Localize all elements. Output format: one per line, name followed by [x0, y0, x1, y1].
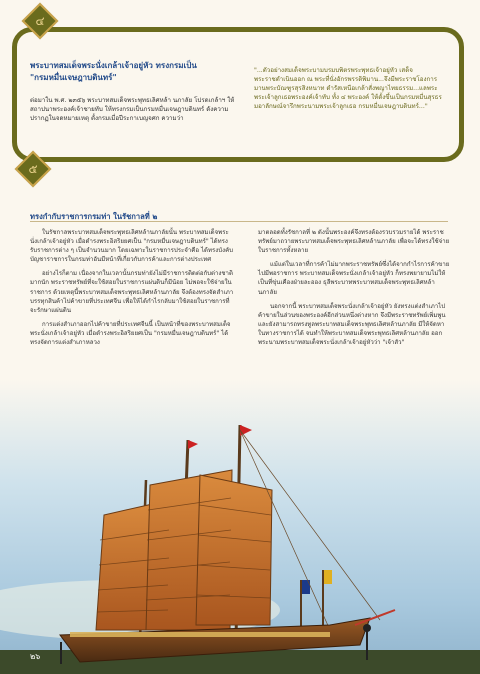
section-divider [30, 221, 448, 222]
box-title-line1: พระบาทสมเด็จพระนั่งเกล้าเจ้าอยู่หัว ทรงกรมเป็น [30, 61, 197, 70]
box-title [30, 60, 240, 84]
right-paragraph: แม้แต่ในเวลาที่การค้าไม่มากพระราชทรัพย์ซึ่งได้จากกำไรการค้าขายไปมีพอราชการ พระบาทสมเด็จพระนั่งเกล้าเจ้าอยู่หัว ก็ทรงพยายามไม่ให้เป็นที่ขุ่นเคืองฝ่ายละออง ธุลีพระบาทพระบาทสมเด็จพระพุทธเลิศหล้านภาลัย [258, 261, 450, 296]
box-quote: "...ตัวอย่างสมเด็จพระบามบรมบพิตรพระพุทธเจ้าอยู่หัว เสด็จพระราชดำเนินออก ณ พระที่นั่งอักรพรรดิพิมาน...จึงมีพระราชโองการมานพระบัณฑูรสุรสิงหนาท ดำรัสเหนือเกล้าสั่งพญาไทยธรรม...แลพระพระเจ้าลูกเธอพระองค์เจ้าทับ ทั้ง ๔ พระองค์ ให้ตั้งขึ้นเป็นกรมหมื่นสุรธรมอาลักษณ์จารึกพระนามพระเจ้าลูกเธอ กรมหมื่นเจษฎาบดินทร์..." [254, 67, 442, 110]
right-paragraph: นอกจากนี้ พระบาทสมเด็จพระนั่งเกล้าเจ้าอยู่หัว ยังทรงแต่งสำเภาไปค้าขายในส่วนของพระองค์อีกส่วนหนึ่งต่างหาก จึงมีพระราชทรัพย์เพิ่มพูนและยังสามารถทรงทูลพระบาทสมเด็จพระพุทธเลิศหล้านภาลัย มีให้จัดหาในทางราชการได้ จนทำให้พระบาทสมเด็จพระพุทธเลิศหล้านภาลัย ออกพระนามพระบาทสมเด็จพระนั่งเกล้าเจ้าอยู่หัวว่า "เจ้าสัว" [258, 302, 446, 347]
left-paragraph: อย่างไรก็ตาม เนื่องจากในเวลานั้นกรมท่ายังไม่มีราชการติดต่อกับต่างชาติมากนัก พระราชทรัพย์ที่จะใช้สอยในราชการแผ่นดินก็มีน้อย ไม่พอจะใช้จ่ายในราชการ ด้วยเหตุนี้พระบาทสมเด็จพระพุทธเลิศหล้านภาลัย จึงต้องทรงจัดสำเภาบรรทุกสินค้าไปค้าขายที่ประเทศจีน เพื่อให้ได้กำไรกลับมาใช้สอยในราชการที่จะรักษาแผ่นดิน [30, 270, 234, 314]
right-paragraph: มาตลอดทั้งรัชกาลที่ ๒ ดังนั้นพระองค์จึงทรงต้องรวบรวมรายได้ พระราชทรัพย์มาถวายพระบาทสมเด็จพระพุทธเลิศหล้านภาลัย เพื่อจะได้ทรงใช้จ่ายในราชการทั้งหลาย [258, 229, 450, 255]
sail [196, 475, 272, 625]
left-paragraph: ในรัชกาลพระบาทสมเด็จพระพุทธเลิศหล้านภาลัยนั้น พระบาทสมเด็จพระนั่งเกล้าเจ้าอยู่หัว เมื่อดำรงพระอิสริยยศเป็น "กรมหมื่นเจษฎาบดินทร์" ได้ทรงรับราชการต่าง ๆ เป็นจำนวนมาก โดยเฉพาะในราชการประจำคือ ได้ทรงบังคับบัญชาราชการในกรมท่าอันมีหน้าที่เกี่ยวกับการค้าและการต่างประเทศ [30, 229, 234, 264]
left-column [30, 228, 235, 352]
left-paragraph: การแต่งสำเภาออกไปค้าขายที่ประเทศจีนนี้ เป็นหน้าที่ของพระบาทสมเด็จพระนั่งเกล้าเจ้าอยู่หัว เมื่อดำรงพระอิสริยยศเป็น "กรมหมื่นเจษฎาบดินทร์" ได้ทรงจัดการแต่งสำเภาหลวง [30, 320, 231, 347]
box-title-line2: "กรมหมื่นเจษฎาบดินทร์" [30, 73, 117, 82]
right-column [258, 228, 450, 352]
page-number: ๒๖ [30, 652, 41, 661]
section-title: ทรงกำกับราชการกรมท่า ในรัชกาลที่ ๒ [30, 212, 158, 221]
badge-left-number: ๕ [28, 162, 38, 176]
junk-ship-photo [0, 380, 480, 674]
badge-top-number: ๔ [35, 14, 45, 28]
box-intro: ต่อมาใน พ.ศ. ๒๓๕๖ พระบาทสมเด็จพระพุทธเลิศหล้า นภาลัย โปรดเกล้าฯ ให้สถาปนาพระองค์เจ้าชายทับ ให้ทรงกรมเป็นกรมหมื่นเจษฎาบดินทร์ ดังความปรากฏในจดหมายเหตุ ตั้งกรมเมื่อปีระกาเบญจศก ความว่า [30, 97, 235, 122]
